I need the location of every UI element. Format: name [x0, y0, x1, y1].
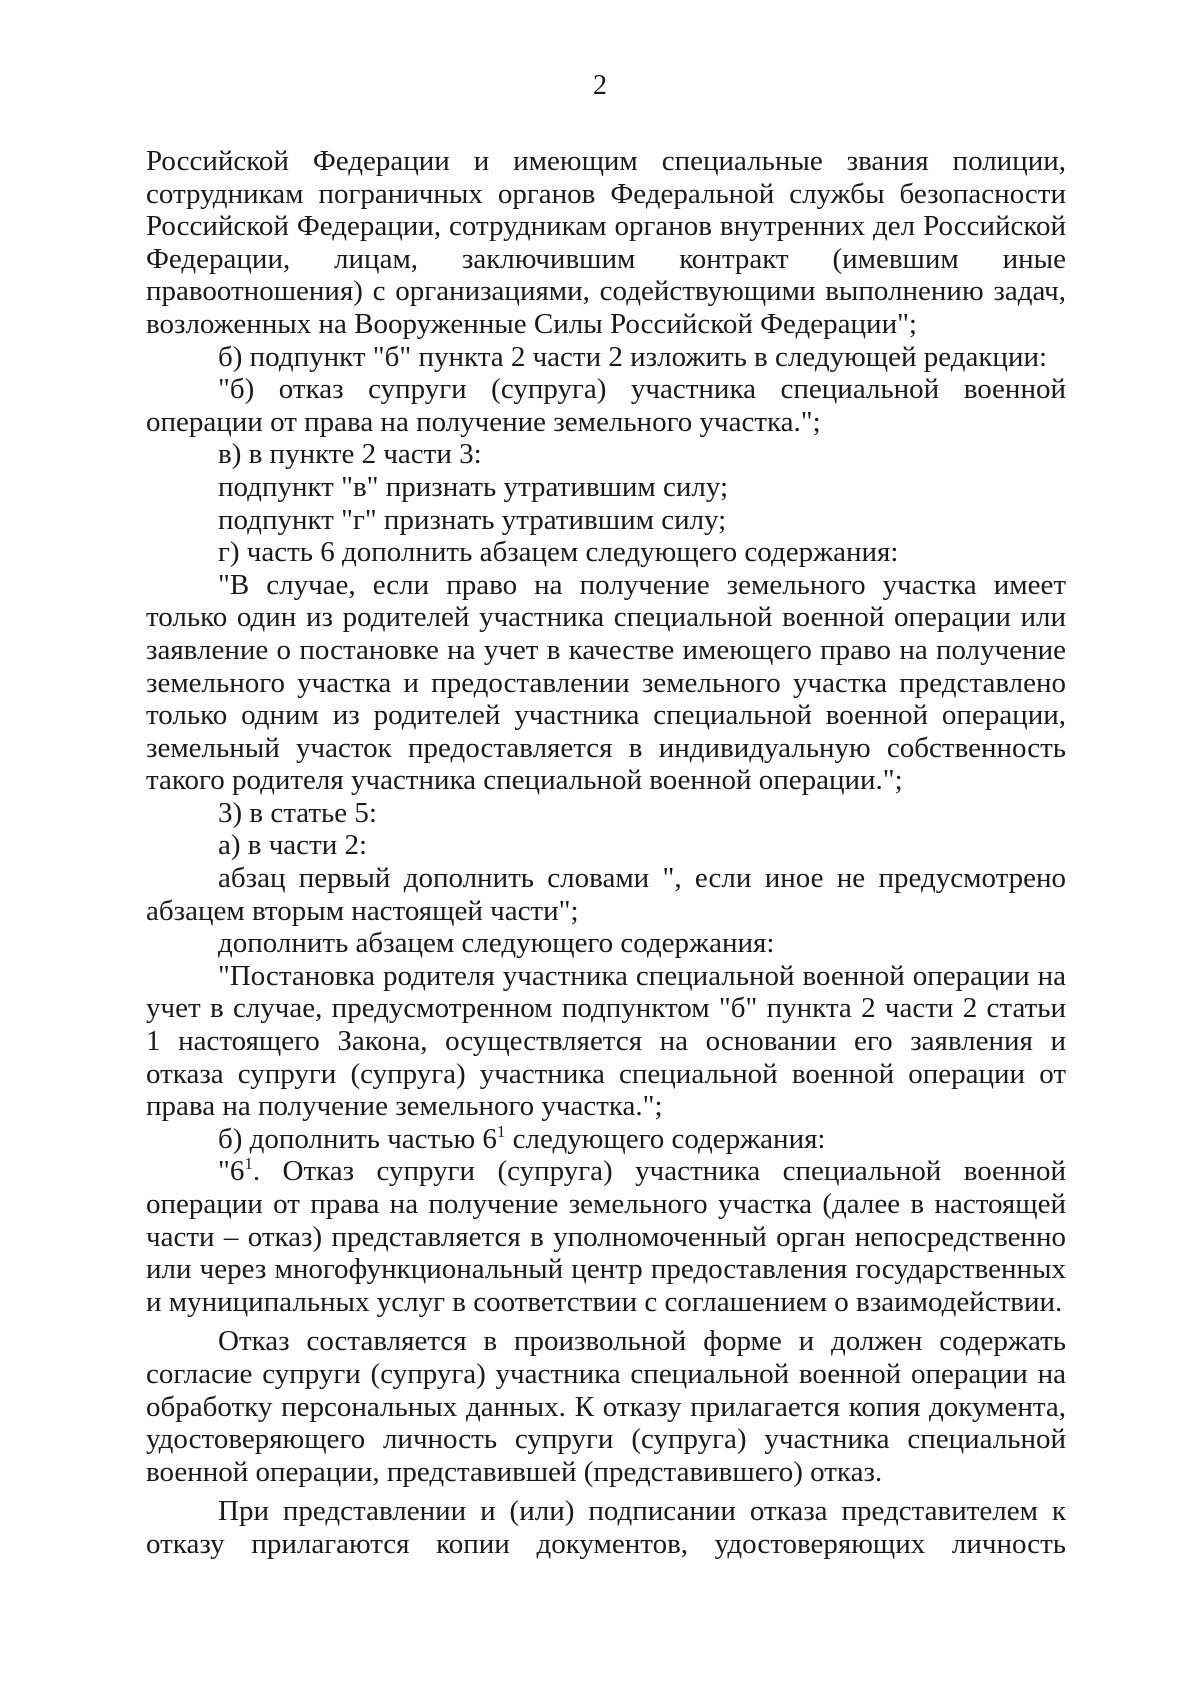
paragraph-subitem-v: подпункт "в" признать утратившим силу; — [218, 470, 729, 503]
paragraph-add-abzac: дополнить абзацем следующего содержания: — [218, 927, 775, 960]
paragraph-item-v: в) в пункте 2 части 3: — [218, 438, 482, 471]
paragraph-refusal-form: Отказ составляется в произвольной форме и должен содержать согласие супруги (супруга) участника специальной военной операции на обработку персональных данных. К отказу прилагается копия документа, удостоверяющего личность супруги (супруга) участника специальной военной операции, представившей (представившего) отказ. — [146, 1325, 1066, 1488]
paragraph-quote-b: "б) отказ супруги (супруга) участника специальной военной операции от права на получение земельного участка."; — [146, 373, 1066, 438]
paragraph-quote-registration: "Постановка родителя участника специальной военной операции на учет в случае, предусмотренном подпунктом "б" пункта 2 части 2 статьи 1 настоящего Закона, осуществляется на основании его заявления и отказа супруги (супруга) участника специальной военной операции от права на получение земельного участка."; — [146, 959, 1066, 1123]
text-after-sup: следующего содержания: — [505, 1122, 826, 1155]
paragraph-continuation: Российской Федерации и имеющим специальные звания полиции, сотрудникам пограничных органов Федеральной службы безопасности Российской Федерации, сотрудникам органов внутренних дел Российской Федерации, лицам, заключившим контракт (имевшим иные правоотношения) с организациями, содействующими выполнению задач, возложенных на Вооруженные Силы Российской Федерации"; — [146, 145, 1066, 340]
page-number: 2 — [593, 70, 607, 101]
paragraph-subitem-g: подпункт "г" признать утратившим силу; — [218, 503, 727, 536]
text-after-sup: . Отказ супруги (супруга) участника специальной военной операции от права на получение земельного участка (далее в настоящей части – отказ) представляется в уполномоченный орган непосредственно или через многофункциональный центр предоставления государственных и муниципальных услуг в соответствии с соглашением о взаимодействии. — [146, 1155, 1066, 1318]
text-before-sup: б) дополнить частью 6 — [218, 1122, 497, 1155]
paragraph-quote-parents: "В случае, если право на получение земельного участка имеет только один из родителей участника специальной военной операции или заявление о постановке на учет в качестве имеющего право на получение земельного участка и предоставлении земельного участка представлено только одним из родителей участника специальной военной операции, земельный участок предоставляется в индивидуальную собственность такого родителя участника специальной военной операции."; — [146, 568, 1066, 797]
superscript: 1 — [496, 1121, 506, 1141]
superscript: 1 — [244, 1154, 253, 1174]
paragraph-item-b: б) подпункт "б" пункта 2 части 2 изложить в следующей редакции: — [218, 340, 1048, 373]
document-body — [146, 145, 1066, 1561]
text-before-sup: "6 — [218, 1155, 245, 1188]
paragraph-representative: При представлении и (или) подписании отказа представителем к отказу прилагаются копии документов, удостоверяющих личность — [146, 1495, 1066, 1560]
paragraph-add-part-6-1 — [146, 1123, 1066, 1156]
paragraph-part-2: а) в части 2: — [218, 829, 368, 862]
paragraph-first-abzac: абзац первый дополнить словами ", если иное не предусмотрено абзацем вторым настоящей части"; — [146, 862, 1066, 927]
paragraph-item-g: г) часть 6 дополнить абзацем следующего содержания: — [218, 536, 899, 569]
paragraph-article-5: 3) в статье 5: — [218, 796, 377, 829]
paragraph-part-6-1-text — [146, 1155, 1066, 1318]
